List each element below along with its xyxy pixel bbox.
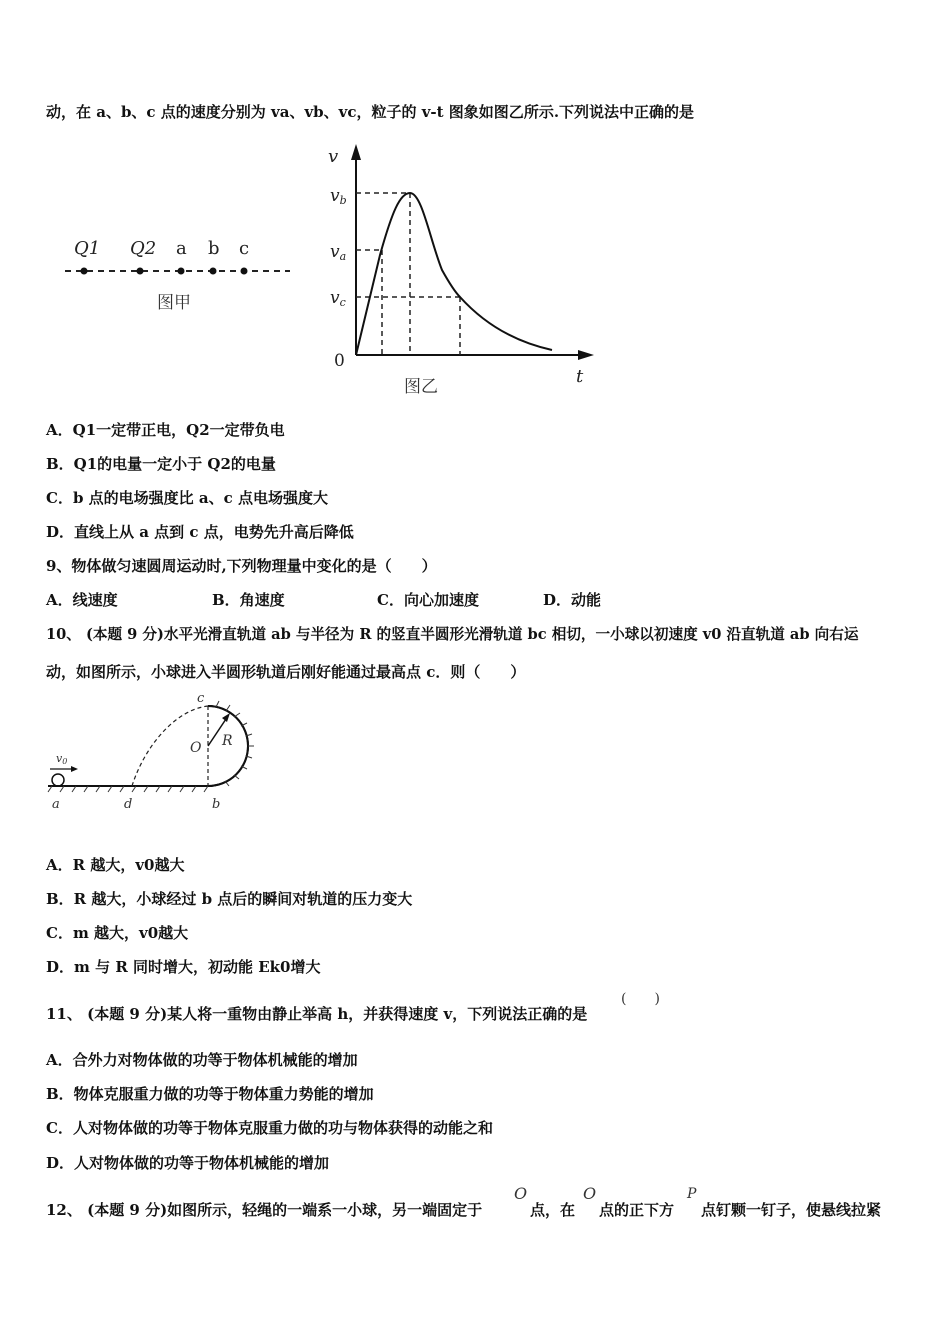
q12-symbol-o1: O (514, 1184, 528, 1203)
figure-jia (60, 230, 300, 320)
q8-option-a: A．Q1一定带正电，Q2一定带负电 (46, 421, 285, 439)
point-b (210, 268, 217, 275)
q8-option-b: B．Q1的电量一定小于 Q2的电量 (46, 455, 276, 473)
q8-option-c: C．b 点的电场强度比 a、c 点电场强度大 (46, 489, 328, 507)
q12-part2: 点，在 (530, 1201, 576, 1219)
label-c: c (197, 691, 205, 706)
label-a: a (176, 238, 187, 259)
q12-part4: 点钉颗一钉子，使悬线拉紧 (701, 1201, 882, 1219)
vt-curve (356, 193, 552, 355)
label-q2: Q2 (130, 238, 157, 259)
point-q1 (81, 268, 88, 275)
figure-q10 (44, 688, 264, 816)
va-label: va (330, 242, 347, 263)
point-c (241, 268, 248, 275)
point-q2 (137, 268, 144, 275)
q11-option-d: D．人对物体做的功等于物体机械能的增加 (46, 1154, 330, 1172)
label-c: c (239, 238, 250, 259)
label-b: b (212, 797, 221, 812)
q11-paren: ( ) (621, 991, 660, 1007)
q12-symbol-p: P (687, 1186, 697, 1202)
figure-yi (320, 140, 610, 405)
q9-option-a: A．线速度 (46, 591, 118, 609)
q10-option-d: D．m 与 R 同时增大，初动能 Ek0增大 (46, 958, 321, 976)
q10-option-a: A．R 越大，v0越大 (46, 856, 185, 874)
label-d: d (124, 797, 133, 812)
q10-option-b: B．R 越大，小球经过 b 点后的瞬间对轨道的压力变大 (46, 890, 413, 908)
label-o: O (190, 740, 202, 756)
q10-stem-line2: 动，如图所示，小球进入半圆形轨道后刚好能通过最高点 c．则（ ） (46, 663, 526, 681)
q12-part1: 12、 (本题 9 分)如图所示，轻绳的一端系一小球，另一端固定于 (46, 1201, 483, 1219)
intro-text: 动，在 a、b、c 点的速度分别为 va、vb、vc，粒子的 v-t 图象如图乙所示.下列说法中正确的是 (46, 103, 695, 121)
q9-option-d: D．动能 (543, 591, 602, 609)
label-b: b (208, 238, 220, 259)
ball (52, 774, 64, 786)
caption-yi: 图乙 (404, 377, 438, 397)
q9-option-b: B．角速度 (212, 591, 285, 609)
q11-option-c: C．人对物体做的功等于物体克服重力做的功与物体获得的动能之和 (46, 1119, 493, 1137)
caption-jia: 图甲 (157, 293, 191, 313)
q9-stem: 9、物体做匀速圆周运动时,下列物理量中变化的是（ ） (46, 557, 437, 575)
q12-symbol-o2: O (583, 1184, 597, 1203)
vb-label: vb (330, 186, 347, 207)
x-axis-label: t (576, 366, 584, 387)
q9-option-c: C．向心加速度 (377, 591, 479, 609)
point-a (178, 268, 185, 275)
label-a: a (52, 797, 60, 812)
q11-option-b: B．物体克服重力做的功等于物体重力势能的增加 (46, 1085, 374, 1103)
origin-label: 0 (334, 351, 345, 371)
q10-option-c: C．m 越大，v0越大 (46, 924, 189, 942)
q8-option-d: D．直线上从 a 点到 c 点，电势先升高后降低 (46, 523, 354, 541)
y-axis-label: v (328, 146, 339, 167)
label-v0: v0 (56, 752, 68, 766)
q11-stem: 11、 (本题 9 分)某人将一重物由静止举高 h，并获得速度 v，下列说法正确的是 (46, 1005, 588, 1023)
label-r: R (222, 733, 233, 749)
q11-option-a: A．合外力对物体做的功等于物体机械能的增加 (46, 1051, 358, 1069)
vc-label: vc (330, 288, 346, 309)
label-q1: Q1 (74, 238, 101, 259)
q10-stem-line1: 10、 (本题 9 分)水平光滑直轨道 ab 与半径为 R 的竖直半圆形光滑轨道 bc 相切，一小球以初速度 v0 沿直轨道 ab 向右运 (46, 626, 859, 643)
q12-part3: 点的正下方 (599, 1201, 675, 1219)
